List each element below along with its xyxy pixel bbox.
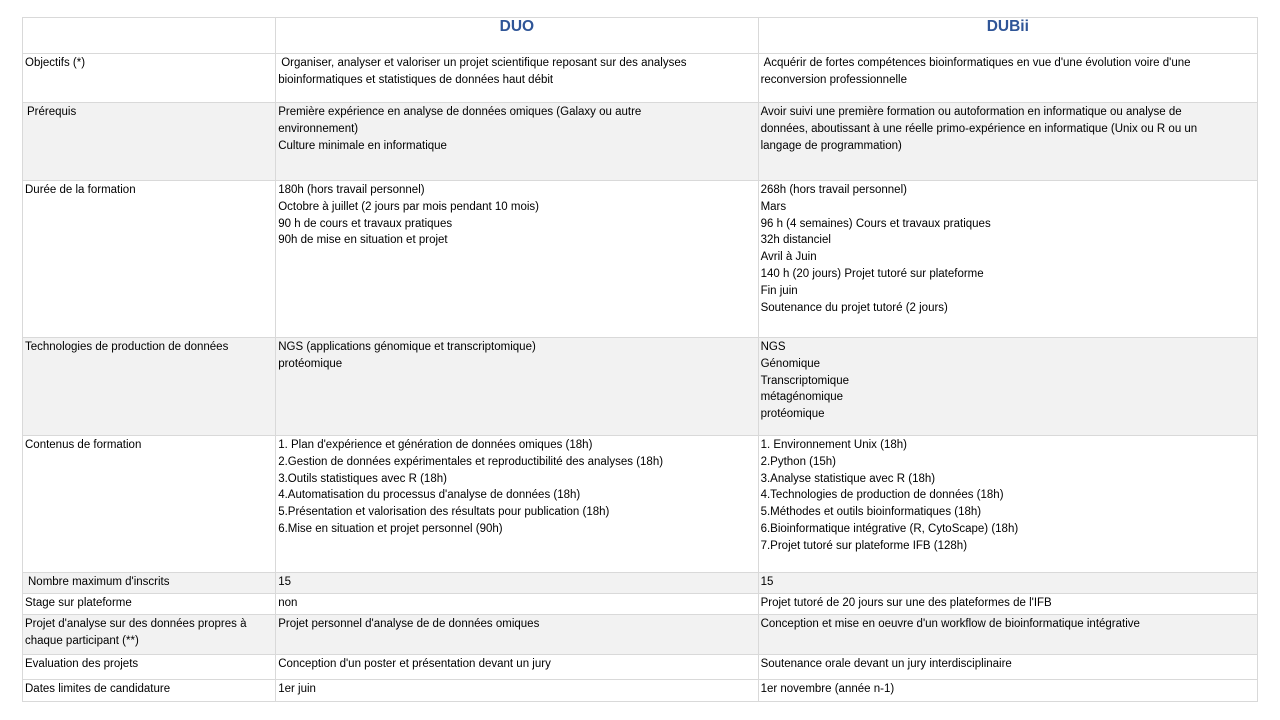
duo-cell-line: 6.Mise en situation et projet personnel (90h) [278, 522, 503, 535]
dubii-cell-line: Mars [760, 200, 787, 213]
duo-cell-line: 2.Gestion de données expérimentales et reproductibilité des analyses (18h) [278, 455, 664, 468]
dubii-cell [758, 338, 1257, 436]
duo-cell-line: Projet personnel d'analyse de de données omiques [278, 618, 540, 630]
table-row [23, 54, 1258, 103]
dubii-cell-line: données, aboutissant à une réelle primo-expérience en informatique (Unix ou R ou un [760, 122, 1198, 135]
table-row [23, 615, 1258, 655]
table-row [23, 655, 1258, 680]
duo-cell-line: 180h (hors travail personnel) [278, 184, 425, 196]
dubii-cell-line: métagénomique [760, 391, 844, 404]
dubii-cell-line: 4.Technologies de production de données (18h) [760, 489, 1004, 502]
row-label: Durée de la formation [23, 181, 276, 338]
duo-cell [276, 594, 758, 615]
dubii-cell-line: Avril à Juin [760, 251, 817, 264]
duo-cell [276, 655, 758, 680]
dubii-cell [758, 436, 1257, 573]
duo-cell [276, 436, 758, 573]
dubii-cell-line: Génomique [760, 357, 821, 370]
header-row [23, 18, 1258, 54]
table-row [23, 573, 1258, 594]
row-label: Prérequis [23, 103, 276, 181]
duo-cell-line: 4.Automatisation du processus d'analyse de données (18h) [278, 489, 581, 502]
table-row [23, 338, 1258, 436]
dubii-cell-line: 15 [760, 576, 774, 588]
duo-cell-line: 1. Plan d'expérience et génération de données omiques (18h) [278, 439, 593, 451]
dubii-cell-line: 140 h (20 jours) Projet tutoré sur plateforme [760, 267, 984, 280]
header-dubii: DUBii [758, 18, 1257, 54]
dubii-cell-line: 1er novembre (année n-1) [760, 683, 895, 695]
dubii-cell [758, 594, 1257, 615]
row-label: Objectifs (*) [23, 54, 276, 103]
dubii-cell [758, 615, 1257, 655]
duo-cell [276, 103, 758, 181]
row-label: Technologies de production de données [23, 338, 276, 436]
row-label: Projet d'analyse sur des données propres à chaque participant (**) [23, 615, 276, 655]
duo-cell-line: 3.Outils statistiques avec R (18h) [278, 472, 447, 485]
dubii-cell [758, 181, 1257, 338]
duo-cell-line: NGS (applications génomique et transcriptomique) [278, 341, 536, 353]
dubii-cell-line: langage de programmation) [760, 139, 902, 152]
row-label: Stage sur plateforme [23, 594, 276, 615]
dubii-cell-line: 2.Python (15h) [760, 455, 837, 468]
duo-cell-line: 1er juin [278, 683, 316, 695]
duo-cell-line: environnement) [278, 122, 359, 135]
table-row [23, 103, 1258, 181]
dubii-cell-line: 268h (hors travail personnel) [760, 184, 907, 196]
dubii-cell-line: Conception et mise en oeuvre d'un workflow de bioinformatique intégrative [760, 618, 1140, 630]
duo-cell-line: Organiser, analyser et valoriser un projet scientifique reposant sur des analyses [281, 57, 687, 69]
duo-cell-line: Octobre à juillet (2 jours par mois pendant 10 mois) [278, 200, 539, 213]
row-label: Dates limites de candidature [23, 680, 276, 702]
duo-cell-line: Première expérience en analyse de données omiques (Galaxy ou autre [278, 106, 642, 118]
comparison-table [22, 17, 1258, 702]
dubii-cell [758, 655, 1257, 680]
duo-cell [276, 338, 758, 436]
row-label: Nombre maximum d'inscrits [23, 573, 276, 594]
dubii-cell-line: 32h distanciel [760, 234, 831, 247]
duo-cell-line: non [278, 597, 298, 609]
duo-cell-line: Culture minimale en informatique [278, 139, 447, 152]
header-duo: DUO [276, 18, 758, 54]
dubii-cell-line: Avoir suivi une première formation ou autoformation en informatique ou analyse de [760, 106, 1182, 118]
table-row [23, 436, 1258, 573]
duo-cell-line: 90 h de cours et travaux pratiques [278, 217, 453, 230]
duo-cell-line: Conception d'un poster et présentation devant un jury [278, 658, 551, 670]
dubii-cell-line: 3.Analyse statistique avec R (18h) [760, 472, 936, 485]
duo-cell [276, 573, 758, 594]
duo-cell [276, 680, 758, 702]
row-label: Contenus de formation [23, 436, 276, 573]
duo-cell-line: 15 [278, 576, 291, 588]
dubii-cell-line: 7.Projet tutoré sur plateforme IFB (128h) [760, 539, 968, 552]
duo-cell-line: 90h de mise en situation et projet [278, 234, 448, 247]
dubii-cell [758, 54, 1257, 103]
dubii-cell-line: 96 h (4 semaines) Cours et travaux pratiques [760, 217, 991, 230]
dubii-cell [758, 573, 1257, 594]
duo-cell-line: protéomique [278, 357, 343, 370]
header-empty-cell [23, 18, 276, 54]
row-label: Evaluation des projets [23, 655, 276, 680]
dubii-cell-line: Transcriptomique [760, 374, 849, 387]
dubii-cell-line: 5.Méthodes et outils bioinformatiques (18h) [760, 506, 982, 519]
duo-cell-line: 5.Présentation et valorisation des résultats pour publication (18h) [278, 506, 610, 519]
dubii-cell-line: Fin juin [760, 284, 798, 297]
table-row [23, 181, 1258, 338]
dubii-cell-line: 6.Bioinformatique intégrative (R, CytoScape) (18h) [760, 522, 1019, 535]
table-row [23, 680, 1258, 702]
table-row [23, 594, 1258, 615]
dubii-cell-line: 1. Environnement Unix (18h) [760, 439, 907, 451]
dubii-cell [758, 680, 1257, 702]
duo-cell [276, 615, 758, 655]
dubii-cell-line: Projet tutoré de 20 jours sur une des plateformes de l'IFB [760, 597, 1052, 609]
dubii-cell-line: Soutenance du projet tutoré (2 jours) [760, 301, 948, 314]
duo-cell [276, 181, 758, 338]
dubii-cell-line: Acquérir de fortes compétences bioinformatiques en vue d'une évolution voire d'une [763, 57, 1191, 69]
duo-cell [276, 54, 758, 103]
duo-cell-line: bioinformatiques et statistiques de données haut débit [278, 73, 554, 86]
dubii-cell [758, 103, 1257, 181]
dubii-cell-line: Soutenance orale devant un jury interdisciplinaire [760, 658, 1012, 670]
dubii-cell-line: reconversion professionnelle [760, 73, 907, 86]
dubii-cell-line: protéomique [760, 408, 825, 421]
dubii-cell-line: NGS [760, 341, 786, 353]
